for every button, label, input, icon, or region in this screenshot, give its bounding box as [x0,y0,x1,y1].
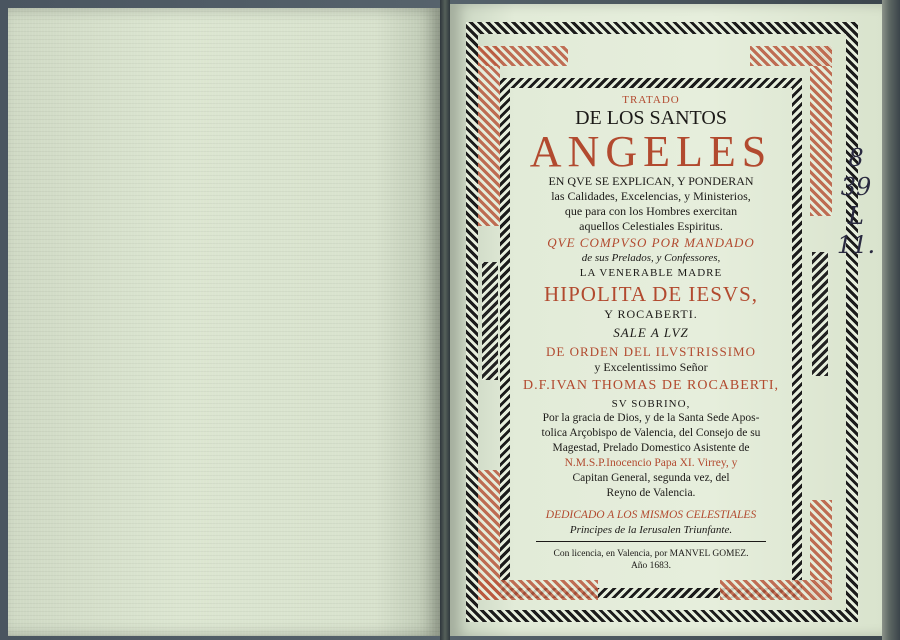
title-line-sale-a-luz: SALE A LVZ [613,325,689,340]
shelfmark-line-1: 8 [848,144,864,172]
shelfmark-line-3: L [848,202,864,230]
title-line-espiritus: aquellos Celestiales Espiritus. [579,219,723,233]
title-line-gracia: Por la gracia de Dios, y de la Santa Sede Apos- [542,412,760,424]
imprint-year: Año 1683. [630,561,672,571]
title-line-de-los-santos: DE LOS SANTOS [575,107,727,129]
blank-left-page [8,8,442,636]
imprint-rule [536,541,766,542]
title-line-sobrino: SV SOBRINO, [611,398,691,410]
title-line-arcobispo: tolica Arçobispo de Valencia, del Consejo de su [541,427,761,439]
red-ornament-top-right [810,46,832,216]
black-ornament-left [482,262,498,380]
title-line-prelados: de sus Prelados, y Confessores, [581,252,721,264]
title-line-compuso: QVE COMPVSO POR MANDADO [547,235,755,250]
imprint-line: Con licencia, en Valencia, por MANVEL GOMEZ. [553,549,749,559]
title-page-text [512,90,790,588]
red-ornament-top-right-h [750,46,832,66]
title-line-tratado: TRATADO [622,94,680,106]
shelfmark-line-4: 11. [836,231,876,259]
title-line-reyno: Reyno de Valencia. [606,487,696,499]
title-line-hombres: que para con los Hombres exercitan [564,204,738,218]
book-gutter [440,0,450,640]
handwritten-shelfmark [836,144,876,260]
title-line-ivan-thomas: D.F.IVAN THOMAS DE ROCABERTI, [523,378,779,393]
title-line-principes: Principes de la Ierusalen Triunfante. [569,524,733,536]
title-line-angeles: ANGELES [529,127,773,176]
title-line-capitan: Capitan General, segunda vez, del [572,472,730,484]
title-line-en-que: EN QVE SE EXPLICAN, Y PONDERAN [548,174,754,188]
title-line-orden: DE ORDEN DEL ILVSTRISSIMO [545,344,756,359]
title-line-calidades: las Calidades, Excelencias, y Ministerios, [551,189,751,203]
shelfmark-line-2: 39 [840,173,872,201]
page-edge [882,0,900,640]
red-ornament-top-left-h [478,46,568,66]
title-line-hipolita: HIPOLITA DE IESVS, [543,282,759,306]
black-ornament-right [812,252,828,376]
title-line-inocencio: N.M.S.P.Inocencio Papa XI. Virrey, y [564,457,738,469]
title-line-rocaberti: Y ROCABERTI. [604,307,698,321]
red-ornament-top-left [478,46,500,226]
title-line-magestad: Magestad, Prelado Domestico Asistente de [552,442,750,454]
title-line-senor: y Excelentissimo Señor [594,360,708,374]
title-line-dedicado: DEDICADO A LOS MISMOS CELESTIALES [545,509,757,521]
title-line-madre: LA VENERABLE MADRE [579,267,723,279]
